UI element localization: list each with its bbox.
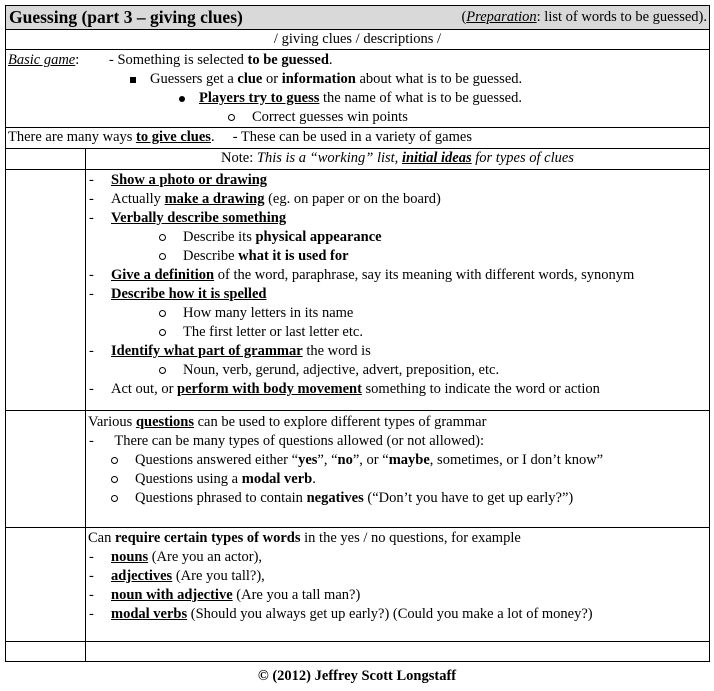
clue-item: - Actually make a drawing (eg. on paper or on the board) (89, 191, 441, 207)
questions-subitem: Questions answered either “yes”, “no”, or “maybe, sometimes, or I don’t know” (86, 451, 709, 470)
circle-bullet-icon (159, 329, 166, 336)
word-types-item: - adjectives (Are you tall?), (89, 568, 265, 584)
blank-row (6, 642, 710, 662)
word-types-intro: Can require certain types of words in the yes / no questions, for example (88, 530, 521, 546)
subtitle-row (6, 30, 710, 50)
word-types-row (6, 528, 710, 642)
word-types-item: - noun with adjective (Are you a tall man?) (89, 587, 361, 603)
questions-subitem: Questions using a modal verb. (86, 470, 709, 489)
subtitle: / giving clues / descriptions / (273, 31, 442, 47)
circle-bullet-icon (111, 476, 118, 483)
clue-item: - Identify what part of grammar the word is (89, 343, 371, 359)
clue-item: - Give a definition of the word, paraphrase, say its meaning with different words, synonym (89, 267, 635, 283)
note-text: Note: This is a “working” list, initial ideas for types of clues (221, 150, 574, 166)
circle-bullet-icon (228, 114, 235, 121)
circle-bullet-icon (159, 253, 166, 260)
clue-list-row (6, 170, 710, 411)
preparation-label: Preparation (466, 9, 537, 25)
circle-bullet-icon (159, 234, 166, 241)
clue-subitem: How many letters in its name (86, 304, 709, 323)
round-bullet-icon (179, 96, 185, 102)
page-title: Guessing (part 3 – giving clues) (9, 7, 243, 27)
word-types-item: - nouns (Are you an actor), (89, 549, 263, 565)
circle-bullet-icon (111, 457, 118, 464)
square-bullet-icon (130, 77, 136, 83)
questions-subitem: Questions phrased to contain negatives (“Don’t you have to get up early?”) (86, 489, 709, 508)
basic-game-row (6, 50, 710, 128)
circle-bullet-icon (159, 310, 166, 317)
clue-item: - Act out, or perform with body movement something to indicate the word or action (89, 381, 600, 397)
basic-game-line-1: Basic game: - Something is selected to be guessed. (8, 52, 333, 68)
word-types-item: - modal verbs (Should you always get up early?) (Could you make a lot of money?) (89, 606, 593, 622)
copyright-footer: © (2012) Jeffrey Scott Longstaff (257, 668, 457, 684)
questions-item: - There can be many types of questions allowed (or not allowed): (89, 433, 484, 449)
basic-game-line-4: Correct guesses win points (6, 108, 709, 127)
note-row (6, 149, 710, 170)
worksheet-table (5, 5, 710, 662)
questions-intro: Various questions can be used to explore different types of grammar (88, 414, 487, 430)
basic-game-label: Basic game (8, 52, 76, 68)
clue-subitem: Describe its physical appearance (86, 228, 709, 247)
worksheet (5, 5, 709, 662)
clue-item: - Describe how it is spelled (89, 286, 267, 302)
circle-bullet-icon (111, 495, 118, 502)
clue-item: - Show a photo or drawing (89, 172, 268, 188)
clue-subitem: Describe what it is used for (86, 247, 709, 266)
clue-subitem: Noun, verb, gerund, adjective, advert, preposition, etc. (86, 361, 709, 380)
clue-item: - Verbally describe something (89, 210, 287, 226)
clue-subitem: The first letter or last letter etc. (86, 323, 709, 342)
ways-text: There are many ways to give clues. - These can be used in a variety of games (8, 129, 472, 145)
basic-game-line-2: Guessers get a clue or information about what is to be guessed. (6, 70, 709, 89)
preparation-note: (Preparation: list of words to be guessed). (461, 9, 707, 25)
questions-row (6, 411, 710, 528)
title-row (6, 6, 710, 30)
preparation-text: : list of words to be guessed). (536, 9, 707, 25)
basic-game-line-3: Players try to guess the name of what is to be guessed. (6, 89, 709, 108)
ways-row (6, 128, 710, 149)
circle-bullet-icon (159, 367, 166, 374)
